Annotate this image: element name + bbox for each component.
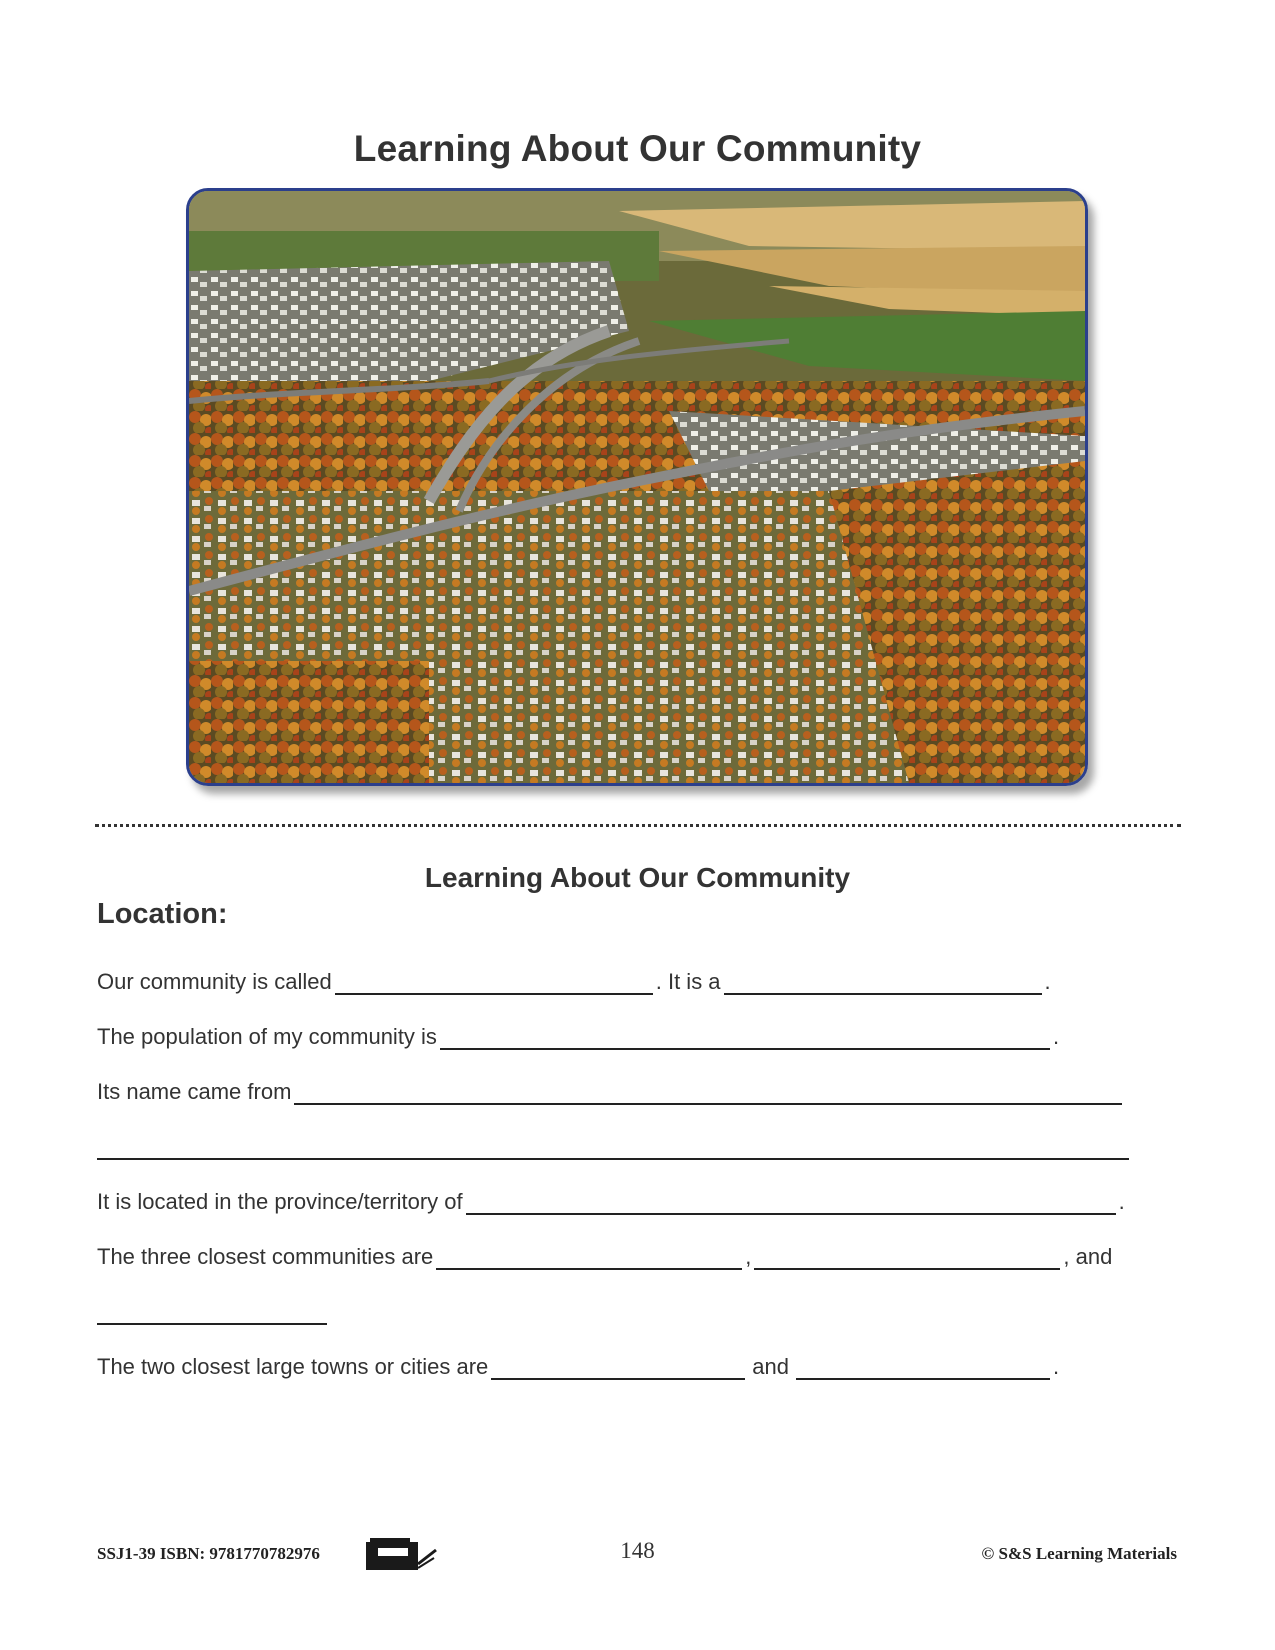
prompt-closest-communities: The three closest communities are: [97, 1244, 434, 1269]
closest-community-2-blank[interactable]: [754, 1244, 1060, 1270]
aerial-town-photo: [186, 188, 1088, 786]
name-origin-blank[interactable]: [294, 1079, 1122, 1105]
prompt-community-called: Our community is called: [97, 969, 332, 994]
period: .: [1044, 969, 1051, 994]
large-town-2-blank[interactable]: [796, 1354, 1050, 1380]
footer-isbn: SSJ1-39 ISBN: 9781770782976: [97, 1544, 320, 1563]
prompt-population: The population of my community is: [97, 1024, 437, 1049]
page-number: 148: [620, 1538, 655, 1563]
form-line-closest-communities: [97, 1240, 1112, 1270]
closest-community-3-blank[interactable]: [97, 1299, 327, 1325]
dotted-divider: [95, 824, 1181, 827]
comma-and: , and: [1063, 1244, 1113, 1269]
comma: ,: [745, 1244, 752, 1269]
footer-copyright: © S&S Learning Materials: [981, 1544, 1177, 1563]
large-town-1-blank[interactable]: [491, 1354, 745, 1380]
population-blank[interactable]: [440, 1024, 1050, 1050]
page-title: Learning About Our Community: [353, 128, 922, 169]
form-line-province: [97, 1185, 1125, 1215]
period: .: [1053, 1354, 1060, 1379]
worksheet-title: Learning About Our Community: [424, 862, 851, 893]
form-line-large-towns: [97, 1350, 1059, 1380]
period: .: [1118, 1189, 1125, 1214]
form-line-closest-communities-continued: [97, 1295, 330, 1325]
word-and: and: [752, 1354, 789, 1379]
province-blank[interactable]: [466, 1189, 1116, 1215]
closest-community-1-blank[interactable]: [436, 1244, 742, 1270]
prompt-province: It is located in the province/territory of: [97, 1189, 463, 1214]
form-line-name-origin: [97, 1075, 1125, 1105]
form-line-name-origin-continued: [97, 1130, 1132, 1160]
section-heading-location: Location:: [97, 898, 228, 930]
prompt-it-is-a: . It is a: [655, 969, 721, 994]
prompt-name-came-from: Its name came from: [97, 1079, 292, 1104]
community-type-blank[interactable]: [724, 969, 1042, 995]
form-line-population: [97, 1020, 1059, 1050]
community-name-blank[interactable]: [335, 969, 653, 995]
name-origin-blank-2[interactable]: [97, 1134, 1129, 1160]
form-line-community-name: [97, 965, 1051, 995]
prompt-large-towns: The two closest large towns or cities are: [97, 1354, 489, 1379]
period: .: [1052, 1024, 1060, 1049]
